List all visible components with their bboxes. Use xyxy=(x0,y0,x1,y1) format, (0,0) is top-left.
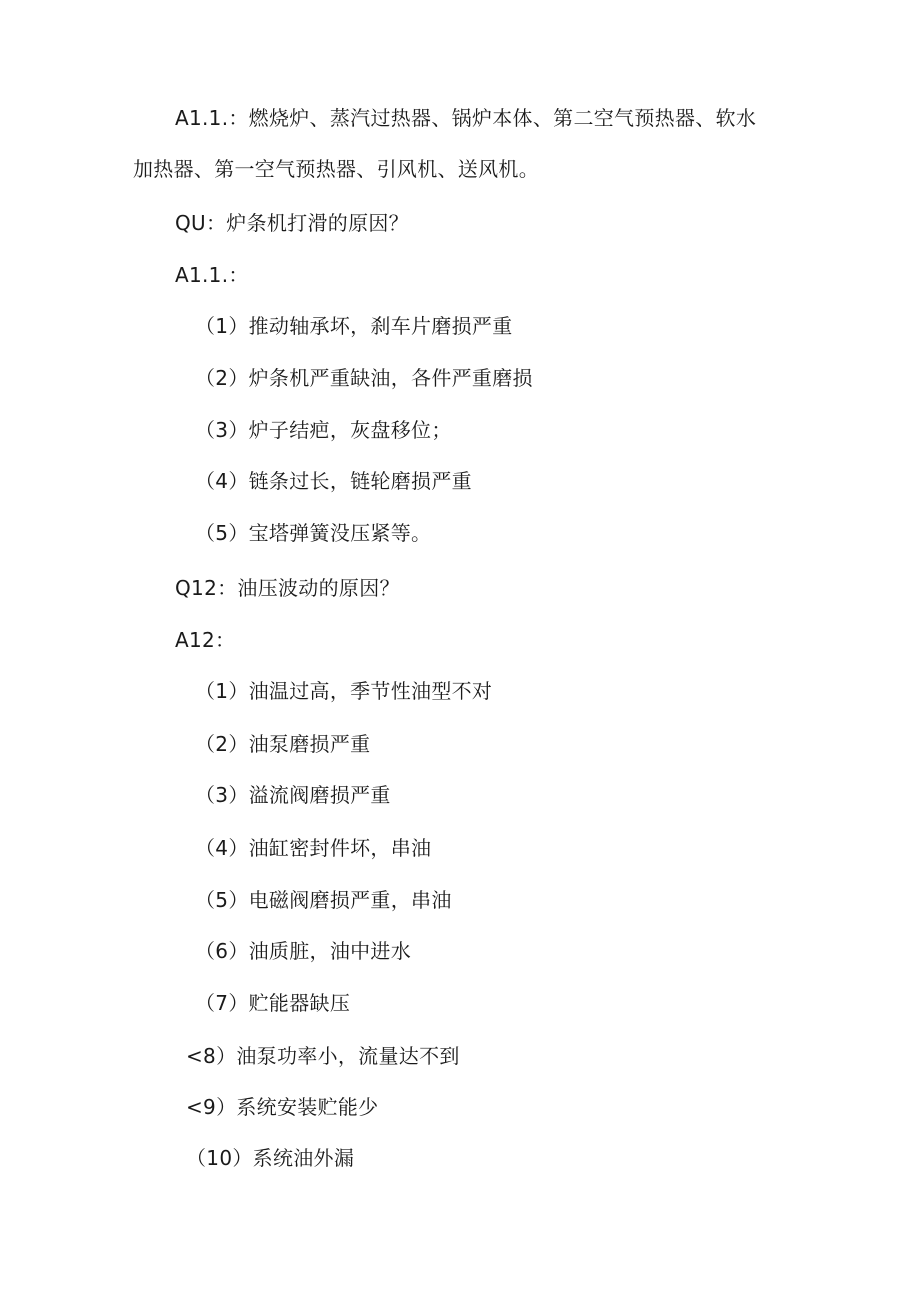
list-item: （1）油温过高，季节性油型不对 xyxy=(195,679,493,703)
question-q12: Q12：油压波动的原因？ xyxy=(175,576,400,600)
list-item: （4）链条过长，链轮磨损严重 xyxy=(195,469,472,493)
list-item: （2）油泵磨损严重 xyxy=(195,732,371,756)
answer-a1-line-1: A1.1.：燃烧炉、蒸汽过热器、锅炉本体、第二空气预热器、软水 xyxy=(175,106,757,130)
list-item: （5）电磁阀磨损严重，串油 xyxy=(195,888,452,912)
list-item: （2）炉条机严重缺油，各件严重磨损 xyxy=(195,366,533,390)
answer-a12-heading: A12： xyxy=(175,628,236,652)
list-item: （5）宝塔弹簧没压紧等。 xyxy=(195,521,432,545)
list-item: （1）推动轴承坏，刹车片磨损严重 xyxy=(195,314,513,338)
list-item: （3）溢流阀磨损严重 xyxy=(195,783,391,807)
list-item: <9）系统安装贮能少 xyxy=(186,1095,379,1119)
question-qu: QU：炉条机打滑的原因？ xyxy=(175,211,409,235)
list-item: （7）贮能器缺压 xyxy=(195,991,351,1015)
list-item: （10）系统油外漏 xyxy=(186,1146,355,1170)
list-item: （4）油缸密封件坏，串油 xyxy=(195,836,432,860)
answer-a1-line-2: 加热器、第一空气预热器、引风机、送风机。 xyxy=(133,157,539,181)
answer-a1-heading: A1.1.： xyxy=(175,263,249,287)
list-item: （3）炉子结疤，灰盘移位； xyxy=(195,418,452,442)
list-item: <8）油泵功率小，流量达不到 xyxy=(186,1044,460,1068)
list-item: （6）油质脏，油中进水 xyxy=(195,939,412,963)
